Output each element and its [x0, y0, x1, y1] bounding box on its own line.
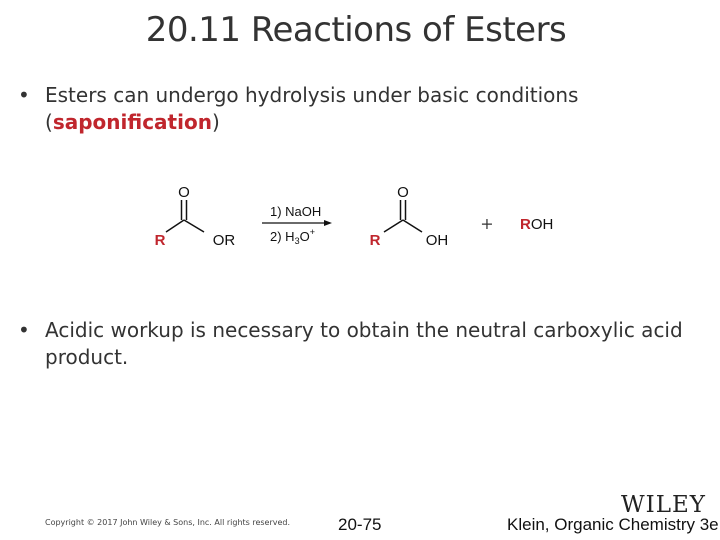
reagent-h3o: 2) $H_3O^+$	[270, 227, 315, 246]
product-carbonyl-o: O	[397, 184, 409, 201]
bullet-dot: •	[18, 318, 30, 342]
bullet-text-start: Esters can undergo hydrolysis under basic conditions (	[45, 83, 579, 134]
saponification-term: saponification	[52, 110, 212, 134]
reactant-bond-r	[166, 220, 184, 232]
reactant-r-group: R	[154, 232, 166, 249]
slide-title: 20.11 Reactions of Esters	[145, 10, 567, 50]
reagent-naoh: 1) NaOH	[270, 204, 322, 219]
byproduct-alcohol: ROH	[520, 216, 554, 233]
page-number: 20-75	[338, 515, 382, 534]
bullet-text: Acidic workup is necessary to obtain the neutral carboxylic acid product.	[45, 318, 683, 369]
product-bond-r	[384, 220, 403, 232]
saponification-reaction-scheme	[140, 176, 570, 256]
bullet-acidic-workup	[18, 317, 698, 371]
product-oh-group: OH	[425, 232, 449, 249]
copyright-text: Copyright © 2017 John Wiley & Sons, Inc. All rights reserved.	[45, 518, 291, 527]
book-citation: Klein, Organic Chemistry 3e	[507, 515, 719, 534]
bullet-dot: •	[18, 83, 30, 107]
bullet-saponification	[18, 82, 698, 136]
product-bond-oh	[403, 220, 422, 232]
bullet-text	[18, 82, 698, 136]
product-r-group: R	[369, 232, 381, 249]
reactant-bond-or	[184, 220, 204, 232]
plus-sign: +	[480, 214, 494, 233]
reactant-carbonyl-o: O	[178, 184, 190, 201]
bullet-text-end: )	[211, 110, 220, 134]
wiley-logo: WILEY	[621, 492, 706, 518]
reactant-or-group: OR	[212, 232, 236, 249]
reaction-arrow-head	[324, 220, 332, 226]
